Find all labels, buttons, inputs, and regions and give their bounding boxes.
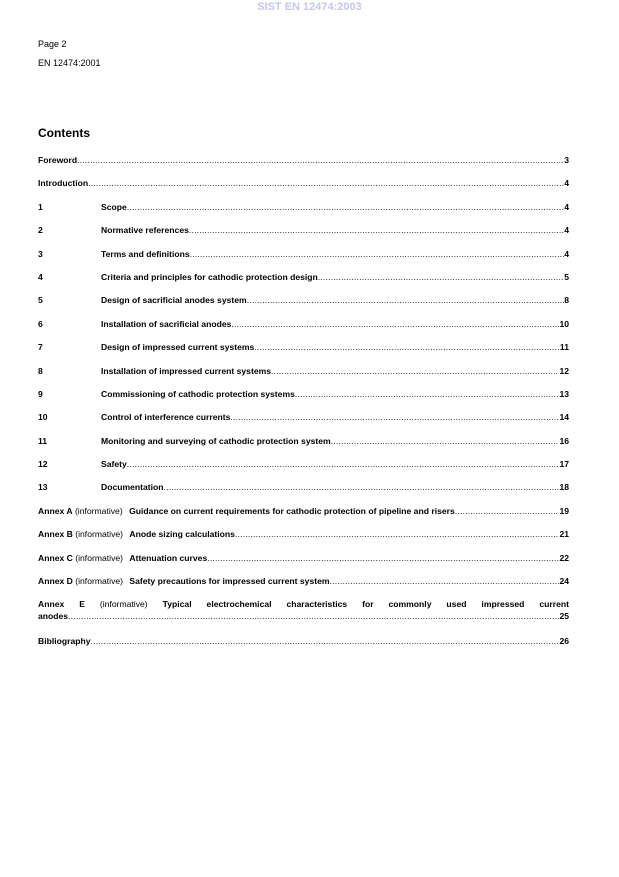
toc-entry-annex-c[interactable] xyxy=(38,552,569,575)
toc-page: 21 xyxy=(559,529,569,540)
dot-leader xyxy=(331,435,560,447)
toc-title: Documentation xyxy=(101,482,164,493)
clause-number: 2 xyxy=(38,225,43,236)
clause-number: 4 xyxy=(38,271,43,282)
toc-entry-annex-e[interactable] xyxy=(38,598,569,635)
toc-title: Criteria and principles for cathodic protection design xyxy=(101,271,318,282)
toc-title: Installation of impressed current systems xyxy=(101,365,272,376)
annex-label: Annex A xyxy=(38,505,73,516)
clause-number: 12 xyxy=(38,459,48,470)
toc-page: 3 xyxy=(564,155,569,165)
toc-entry-foreword[interactable] xyxy=(38,154,569,177)
dot-leader xyxy=(230,411,559,423)
toc-page: 16 xyxy=(559,435,569,446)
dot-leader xyxy=(455,505,560,517)
toc-entry-clause-6[interactable] xyxy=(38,318,569,341)
toc-title: Foreword xyxy=(38,155,78,165)
toc-entry-clause-7[interactable] xyxy=(38,341,569,364)
toc-entry-annex-d[interactable] xyxy=(38,575,569,598)
dot-leader xyxy=(247,294,565,306)
dot-leader xyxy=(164,481,560,493)
toc-title: Terms and definitions xyxy=(101,248,190,259)
toc-page: 11 xyxy=(559,342,569,353)
toc-entry-annex-a[interactable] xyxy=(38,505,569,528)
annex-label: Annex B xyxy=(38,529,73,540)
toc-title: Design of impressed current systems xyxy=(101,342,255,353)
toc-page: 10 xyxy=(559,318,569,329)
annex-type: (informative) xyxy=(99,599,148,610)
toc-entry-bibliography[interactable] xyxy=(38,635,569,658)
dot-leader xyxy=(127,201,564,213)
toc-entry-clause-10[interactable] xyxy=(38,411,569,434)
dot-leader xyxy=(189,224,564,236)
annex-label: Annex C xyxy=(38,552,73,563)
toc-entry-clause-3[interactable] xyxy=(38,248,569,271)
toc-title: Safety xyxy=(101,459,127,470)
toc-entry-clause-11[interactable] xyxy=(38,435,569,458)
contents-heading: Contents xyxy=(38,126,90,140)
toc-title: Introduction xyxy=(38,178,89,189)
clause-number: 1 xyxy=(38,201,43,212)
toc-title-cont: anodes xyxy=(38,611,69,622)
toc-page: 17 xyxy=(559,459,569,470)
table-of-contents xyxy=(38,154,569,659)
toc-page: 4 xyxy=(564,248,569,259)
dot-leader xyxy=(68,610,559,622)
toc-page: 4 xyxy=(564,201,569,212)
clause-number: 13 xyxy=(38,482,48,493)
toc-title: Guidance on current requirements for cathodic protection of pipeline and risers xyxy=(129,505,455,516)
toc-page: 24 xyxy=(559,576,569,587)
dot-leader xyxy=(295,388,560,400)
dot-leader xyxy=(207,552,559,564)
dot-leader xyxy=(190,248,565,260)
toc-title: Scope xyxy=(101,201,127,212)
watermark: SIST EN 12474:2003 xyxy=(257,1,362,13)
clause-number: 3 xyxy=(38,248,43,259)
clause-number: 6 xyxy=(38,318,43,329)
annex-label: Annex E xyxy=(38,599,85,610)
toc-title: Design of sacrificial anodes system xyxy=(101,295,247,306)
clause-number: 9 xyxy=(38,388,43,399)
toc-page: 18 xyxy=(559,482,569,493)
toc-page: 8 xyxy=(564,295,569,306)
toc-page: 25 xyxy=(559,611,569,622)
toc-title: Installation of sacrificial anodes xyxy=(101,318,232,329)
toc-page: 13 xyxy=(559,388,569,399)
dot-leader xyxy=(91,635,560,647)
dot-leader xyxy=(88,177,564,189)
clause-number: 11 xyxy=(38,435,48,446)
annex-type: (informative) xyxy=(74,505,123,516)
toc-entry-clause-8[interactable] xyxy=(38,365,569,388)
dot-leader xyxy=(231,318,559,330)
toc-entry-annex-b[interactable] xyxy=(38,528,569,551)
toc-page: 4 xyxy=(564,225,569,236)
dot-leader xyxy=(127,458,560,470)
annex-type: (informative) xyxy=(75,529,124,540)
clause-number: 8 xyxy=(38,365,43,376)
annex-type: (informative) xyxy=(75,576,124,587)
toc-entry-clause-2[interactable] xyxy=(38,224,569,247)
clause-number: 5 xyxy=(38,295,43,306)
toc-entry-clause-4[interactable] xyxy=(38,271,569,294)
toc-entry-clause-12[interactable] xyxy=(38,458,569,481)
dot-leader xyxy=(271,365,559,377)
toc-page: 26 xyxy=(559,636,569,647)
toc-title: Anode sizing calculations xyxy=(129,529,235,540)
toc-title: Commissioning of cathodic protection systems xyxy=(101,388,295,399)
dot-leader xyxy=(318,271,564,283)
clause-number: 7 xyxy=(38,342,43,353)
dot-leader xyxy=(235,528,560,540)
dot-leader xyxy=(330,575,560,587)
toc-entry-clause-5[interactable] xyxy=(38,294,569,317)
toc-page: 12 xyxy=(559,365,569,376)
page-number: Page 2 xyxy=(38,39,67,49)
toc-entry-clause-9[interactable] xyxy=(38,388,569,411)
toc-title: Safety precautions for impressed current system xyxy=(129,576,330,587)
dot-leader xyxy=(77,154,564,166)
annex-label: Annex D xyxy=(38,576,73,587)
annex-type: (informative) xyxy=(75,552,124,563)
toc-page: 4 xyxy=(564,178,569,189)
toc-entry-introduction[interactable] xyxy=(38,177,569,200)
toc-title: Control of interference currents xyxy=(101,412,231,423)
toc-entry-clause-13[interactable] xyxy=(38,481,569,504)
toc-title: Monitoring and surveying of cathodic protection system xyxy=(101,435,331,446)
toc-title: Typical electrochemical characteristics for commonly used impressed current xyxy=(162,599,569,610)
toc-title: Attenuation curves xyxy=(129,552,208,563)
toc-title: Normative references xyxy=(101,225,189,236)
toc-page: 14 xyxy=(559,412,569,423)
toc-page: 19 xyxy=(559,505,569,516)
standard-number: EN 12474:2001 xyxy=(38,58,101,68)
toc-page: 22 xyxy=(559,552,569,563)
toc-page: 5 xyxy=(564,271,569,282)
toc-entry-clause-1[interactable] xyxy=(38,201,569,224)
dot-leader xyxy=(254,341,560,353)
toc-title: Bibliography xyxy=(38,636,91,647)
clause-number: 10 xyxy=(38,412,48,423)
